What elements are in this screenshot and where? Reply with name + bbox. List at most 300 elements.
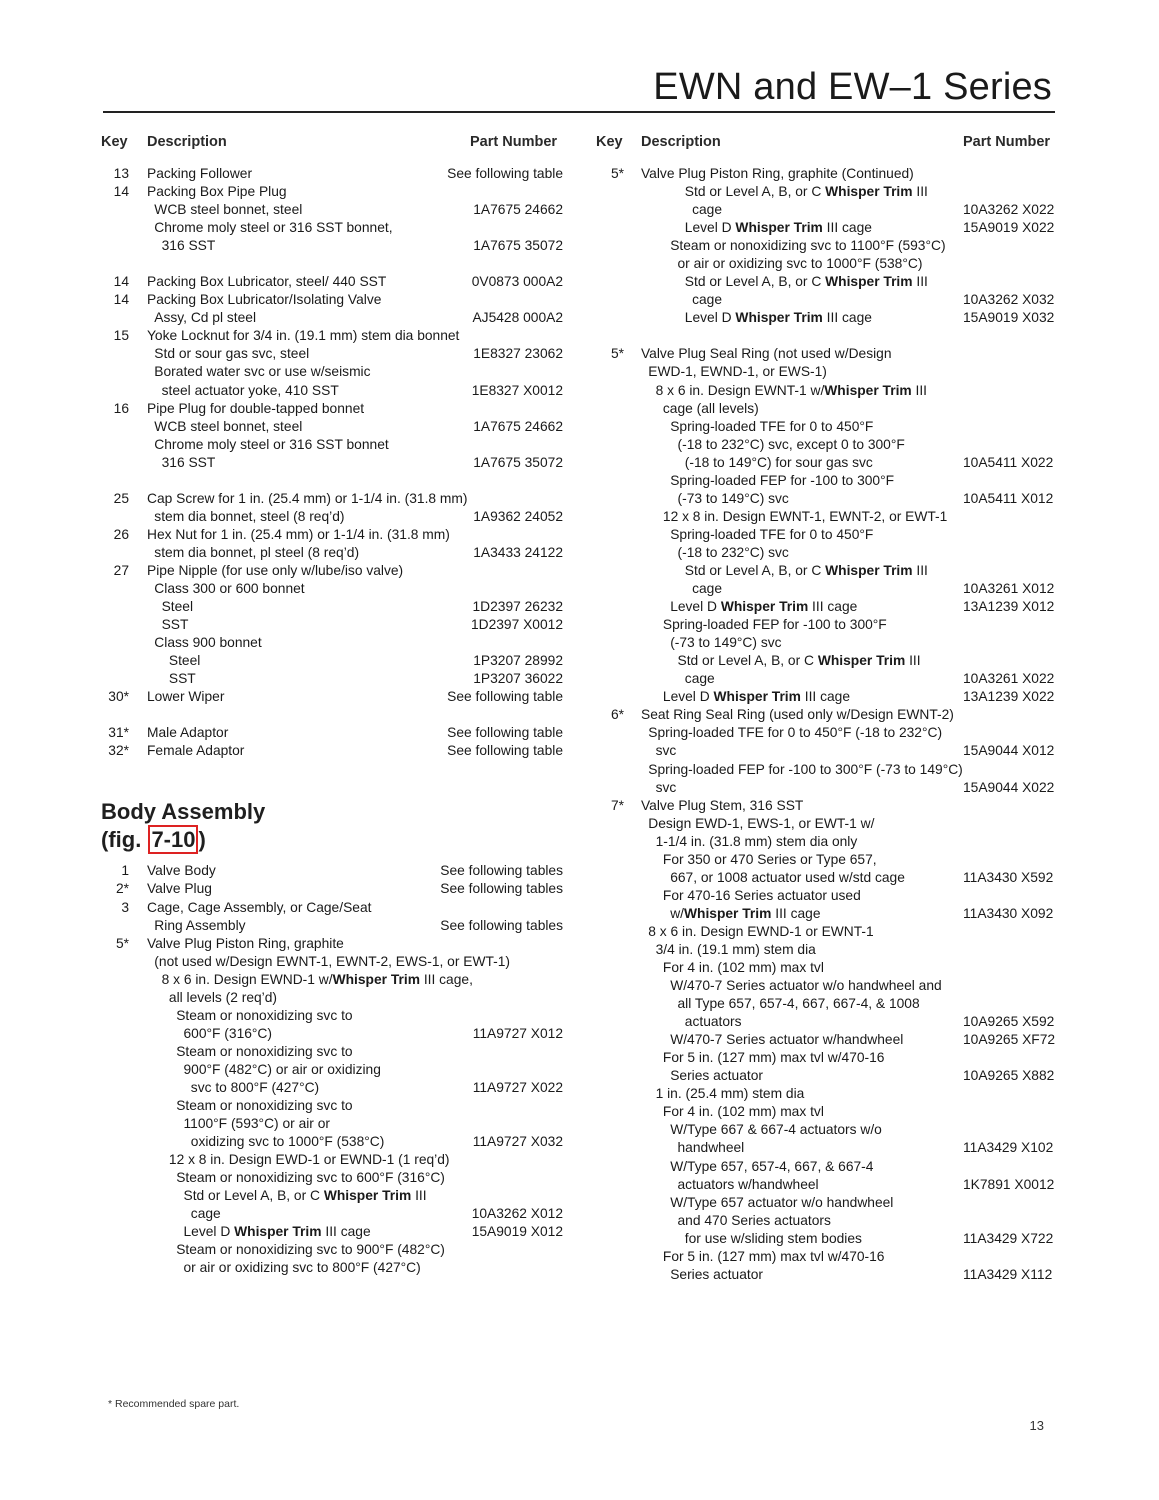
parts-list-right <box>596 165 1066 1284</box>
row-spacer <box>101 706 571 724</box>
part-row <box>596 1031 1066 1049</box>
part-description: 316 SST <box>161 238 216 254</box>
part-description: (-18 to 149°C) for sour gas svc <box>684 454 873 470</box>
part-row <box>101 273 571 291</box>
part-number: 13A1239 X022 <box>963 689 1055 705</box>
part-row <box>596 833 1066 851</box>
part-row <box>596 616 1066 634</box>
part-description: SST <box>161 617 189 633</box>
part-description: 8 x 6 in. Design EWNT-1 w/Whisper Trim III <box>655 382 928 398</box>
key-number: 3 <box>121 899 129 915</box>
part-number: 13A1239 X012 <box>963 599 1055 615</box>
part-row <box>596 995 1066 1013</box>
key-number: 13 <box>113 166 129 181</box>
part-description: all levels (2 req’d) <box>168 989 278 1005</box>
part-number: See following tables <box>440 917 563 933</box>
part-description: Steel <box>161 599 194 615</box>
key-number: 14 <box>113 292 129 308</box>
part-description: Class 300 or 600 bonnet <box>154 580 305 596</box>
part-number: 10A5411 X022 <box>963 454 1054 470</box>
part-number: 11A3429 X112 <box>963 1266 1053 1282</box>
part-row <box>596 923 1066 941</box>
part-description: Level D Whisper Trim III cage <box>662 689 851 705</box>
part-row <box>101 1097 571 1115</box>
part-row <box>596 761 1066 779</box>
part-description: Steel <box>168 653 201 669</box>
part-row <box>101 183 571 201</box>
part-description: Steam or nonoxidizing svc to 1100°F (593°C) <box>670 238 946 254</box>
part-description: Valve Plug Stem, 316 SST <box>641 797 804 813</box>
part-number: 10A9265 X592 <box>963 1014 1055 1030</box>
part-row <box>596 237 1066 255</box>
figure-reference: (fig. 7-10 ) <box>101 827 206 853</box>
key-number: 1 <box>121 863 129 879</box>
part-description: Steam or nonoxidizing svc to 900°F (482°C) <box>176 1242 445 1258</box>
part-description: EWD-1, EWND-1, or EWS-1) <box>648 364 827 380</box>
part-row <box>596 1085 1066 1103</box>
part-description: 8 x 6 in. Design EWND-1 or EWNT-1 <box>648 923 874 939</box>
part-description: Yoke Locknut for 3/4 in. (19.1 mm) stem dia bonnet <box>147 328 460 344</box>
part-number: See following table <box>447 743 563 759</box>
part-row <box>596 345 1066 363</box>
part-description: W/Type 657, 657-4, 667, & 667-4 <box>670 1158 874 1174</box>
part-description: stem dia bonnet, pl steel (8 req’d) <box>154 544 360 560</box>
part-row <box>596 273 1066 291</box>
part-description: Series actuator <box>670 1266 763 1282</box>
part-description: stem dia bonnet, steel (8 req’d) <box>154 508 345 524</box>
part-row <box>101 1115 571 1133</box>
part-description: all Type 657, 657-4, 667, 667-4, & 1008 <box>677 996 920 1012</box>
part-description: 1100°F (593°C) or air or <box>183 1116 331 1132</box>
part-row <box>596 165 1066 183</box>
part-row <box>596 1121 1066 1139</box>
part-description: cage <box>692 292 723 308</box>
part-number: 1P3207 28992 <box>473 653 563 669</box>
part-row <box>101 508 571 526</box>
part-description: Pipe Nipple (for use only w/lube/iso valve) <box>147 562 404 578</box>
part-row <box>101 953 571 971</box>
part-description: oxidizing svc to 1000°F (538°C) <box>190 1134 385 1150</box>
part-row <box>101 917 571 935</box>
part-row <box>596 309 1066 327</box>
part-description: (-73 to 149°C) svc <box>670 635 782 651</box>
left-column-header <box>101 131 571 165</box>
part-row <box>596 562 1066 580</box>
part-row <box>101 327 571 345</box>
trademark-text: Whisper Trim <box>323 1188 412 1204</box>
part-description: 600°F (316°C) <box>183 1025 272 1041</box>
parts-list-body-assembly <box>101 862 571 1277</box>
key-number: 30* <box>108 689 129 705</box>
trademark-text: Whisper Trim <box>332 971 420 987</box>
part-description: cage <box>692 202 723 218</box>
part-description: (-18 to 232°C) svc, except 0 to 300°F <box>677 436 905 452</box>
part-row <box>596 580 1066 598</box>
part-number: 1D2397 26232 <box>472 599 563 615</box>
part-number: 15A9044 X022 <box>963 779 1055 795</box>
part-row <box>101 1187 571 1205</box>
part-description: Chrome moly steel or 316 SST bonnet, <box>154 220 393 236</box>
part-description: and 470 Series actuators <box>677 1212 831 1228</box>
part-row <box>596 851 1066 869</box>
key-header: Key <box>596 134 623 150</box>
trademark-text: Whisper Trim <box>824 382 912 398</box>
part-description: W/470-7 Series actuator w/handwheel <box>670 1032 904 1048</box>
part-description: or air or oxidizing svc to 800°F (427°C) <box>183 1260 421 1276</box>
part-row <box>101 1007 571 1025</box>
title-rule <box>103 111 1055 113</box>
part-description: Level D Whisper Trim III cage <box>684 310 872 326</box>
part-row <box>101 1079 571 1097</box>
part-row <box>101 580 571 598</box>
part-number: 15A9019 X022 <box>963 220 1055 236</box>
part-row <box>596 1139 1066 1157</box>
part-description: For 4 in. (102 mm) max tvl <box>662 960 824 976</box>
part-number: 15A9019 X032 <box>963 310 1055 326</box>
trademark-text: Whisper Trim <box>735 220 823 236</box>
part-row <box>596 472 1066 490</box>
part-row <box>596 255 1066 273</box>
part-number: 1A7675 24662 <box>473 202 563 218</box>
row-spacer <box>101 255 571 273</box>
part-row <box>596 634 1066 652</box>
part-description: 316 SST <box>161 454 216 470</box>
part-description: Steam or nonoxidizing svc to <box>176 1098 353 1114</box>
part-row <box>101 616 571 634</box>
part-number: 10A3261 X012 <box>963 581 1055 597</box>
part-number: 1A7675 35072 <box>473 238 563 254</box>
part-row <box>596 742 1066 760</box>
part-row <box>596 1049 1066 1067</box>
part-row <box>101 436 571 454</box>
part-number: See following tables <box>440 863 563 879</box>
part-number: 1A3433 24122 <box>473 544 563 560</box>
part-description: Valve Plug Seal Ring (not used w/Design <box>641 346 892 362</box>
part-description: Level D Whisper Trim III cage <box>183 1224 371 1240</box>
part-description: W/Type 657 actuator w/o handwheel <box>670 1194 894 1210</box>
part-row <box>101 165 571 183</box>
footnote: * Recommended spare part. <box>108 1398 240 1410</box>
part-row <box>596 544 1066 562</box>
part-description: W/Type 667 & 667-4 actuators w/o <box>670 1122 882 1138</box>
part-number: 10A5411 X012 <box>963 490 1054 506</box>
part-row <box>596 670 1066 688</box>
part-row <box>101 935 571 953</box>
part-description: Ring Assembly <box>154 917 246 933</box>
part-description: 3/4 in. (19.1 mm) stem dia <box>655 941 816 957</box>
left-column <box>101 131 571 1277</box>
part-row <box>596 815 1066 833</box>
part-row <box>101 598 571 616</box>
part-description: 667, or 1008 actuator used w/std cage <box>670 869 905 885</box>
part-description: Valve Plug <box>147 881 212 897</box>
part-row <box>101 526 571 544</box>
part-description: 1-1/4 in. (31.8 mm) stem dia only <box>655 833 858 849</box>
part-number: See following table <box>447 689 563 705</box>
part-number: See following tables <box>440 881 563 897</box>
part-row <box>596 183 1066 201</box>
part-row <box>101 363 571 381</box>
part-row <box>596 490 1066 508</box>
part-description: Spring-loaded TFE for 0 to 450°F (-18 to 232°C) <box>648 725 943 741</box>
part-description: 12 x 8 in. Design EWD-1 or EWND-1 (1 req’d) <box>168 1152 450 1168</box>
part-description: Level D Whisper Trim III cage <box>670 599 858 615</box>
part-description: Std or Level A, B, or C Whisper Trim III <box>183 1188 427 1204</box>
part-row <box>596 1158 1066 1176</box>
body-assembly-heading <box>101 798 571 854</box>
part-row <box>596 454 1066 472</box>
part-row <box>596 291 1066 309</box>
part-number: 10A3261 X022 <box>963 671 1055 687</box>
part-row <box>101 971 571 989</box>
part-description: Borated water svc or use w/seismic <box>154 364 371 380</box>
part-row <box>596 724 1066 742</box>
part-row <box>596 436 1066 454</box>
part-description: WCB steel bonnet, steel <box>154 202 303 218</box>
part-description: Packing Box Lubricator/Isolating Valve <box>147 292 382 308</box>
part-description: Packing Box Pipe Plug <box>147 184 287 200</box>
part-number: 1D2397 X0012 <box>470 617 563 633</box>
part-number: 11A9727 X012 <box>472 1025 563 1041</box>
key-number: 32* <box>108 743 129 759</box>
part-row <box>596 887 1066 905</box>
part-description: Lower Wiper <box>147 689 225 705</box>
part-description: Valve Plug Piston Ring, graphite (Continued) <box>641 166 914 181</box>
trademark-text: Whisper Trim <box>817 653 906 669</box>
part-row <box>596 779 1066 797</box>
key-number: 27 <box>113 562 129 578</box>
part-number: 10A3262 X022 <box>963 202 1055 218</box>
part-number: 11A3430 X092 <box>963 905 1054 921</box>
part-number: 15A9019 X012 <box>471 1224 563 1240</box>
part-description: svc to 800°F (427°C) <box>190 1079 320 1095</box>
part-description: For 350 or 470 Series or Type 657, <box>662 851 877 867</box>
part-description: Hex Nut for 1 in. (25.4 mm) or 1-1/4 in. (31.8 mm) <box>147 526 450 542</box>
part-row <box>101 1259 571 1277</box>
part-row <box>101 1061 571 1079</box>
part-description: Cap Screw for 1 in. (25.4 mm) or 1-1/4 in. (31.8 mm) <box>147 490 468 506</box>
part-row <box>101 454 571 472</box>
part-description: Female Adaptor <box>147 743 245 759</box>
part-description: svc <box>655 743 677 759</box>
part-row <box>101 688 571 706</box>
part-row <box>596 1212 1066 1230</box>
part-row <box>101 1025 571 1043</box>
part-row <box>596 1266 1066 1284</box>
part-description: svc <box>655 779 677 795</box>
part-description: Pipe Plug for double-tapped bonnet <box>147 400 365 416</box>
part-row <box>101 899 571 917</box>
key-number: 5* <box>115 935 129 951</box>
part-description: cage <box>692 581 723 597</box>
part-number: 11A9727 X032 <box>472 1134 563 1150</box>
section-title: Body Assembly <box>101 799 266 825</box>
part-description: Steam or nonoxidizing svc to 600°F (316°C) <box>176 1170 445 1186</box>
part-row <box>596 706 1066 724</box>
part-description: actuators w/handwheel <box>677 1176 819 1192</box>
part-description: Valve Plug Piston Ring, graphite <box>147 935 344 951</box>
part-number: 10A3262 X012 <box>471 1206 563 1222</box>
part-row <box>101 219 571 237</box>
part-number: 11A3430 X592 <box>963 869 1054 885</box>
trademark-text: Whisper Trim <box>713 689 801 705</box>
part-row <box>101 1151 571 1169</box>
part-row <box>101 418 571 436</box>
part-description: WCB steel bonnet, steel <box>154 418 303 434</box>
trademark-text: Whisper Trim <box>735 310 823 326</box>
key-number: 14 <box>113 274 129 290</box>
trademark-text: Whisper Trim <box>720 599 809 615</box>
part-description: w/Whisper Trim III cage <box>670 905 821 921</box>
part-row <box>101 345 571 363</box>
part-row <box>101 201 571 219</box>
part-description: Spring-loaded TFE for 0 to 450°F <box>670 418 874 434</box>
part-description: Steam or nonoxidizing svc to <box>176 1007 353 1023</box>
part-row <box>596 1103 1066 1121</box>
part-row <box>596 598 1066 616</box>
part-number: See following table <box>447 166 563 181</box>
part-row <box>101 1169 571 1187</box>
part-number: 1P3207 36022 <box>473 671 563 687</box>
key-number: 2* <box>115 881 129 897</box>
part-number: 1K7891 X0012 <box>963 1176 1055 1192</box>
part-description: Std or Level A, B, or C Whisper Trim III <box>684 274 928 290</box>
part-row <box>101 309 571 327</box>
part-row <box>101 880 571 898</box>
part-row <box>596 363 1066 381</box>
part-number: 10A9265 X882 <box>963 1068 1055 1084</box>
part-description: Class 900 bonnet <box>154 635 262 651</box>
key-number: 25 <box>113 490 129 506</box>
part-description: For 470-16 Series actuator used <box>662 887 861 903</box>
part-row <box>596 1176 1066 1194</box>
part-description: for use w/sliding stem bodies <box>684 1230 862 1246</box>
part-row <box>101 490 571 508</box>
part-row <box>101 862 571 880</box>
part-row <box>101 1223 571 1241</box>
part-row <box>101 382 571 400</box>
part-description: Level D Whisper Trim III cage <box>684 220 872 236</box>
part-row <box>596 1067 1066 1085</box>
part-description: (-73 to 149°C) svc <box>677 490 789 506</box>
part-description: Assy, Cd pl steel <box>154 310 257 326</box>
part-number: 10A3262 X032 <box>963 292 1055 308</box>
part-row <box>596 1230 1066 1248</box>
part-number: 10A9265 XF72 <box>963 1032 1056 1048</box>
part-description: Packing Follower <box>147 166 253 181</box>
part-description: cage <box>190 1206 221 1222</box>
part-description: 1 in. (25.4 mm) stem dia <box>655 1086 805 1102</box>
part-description: Seat Ring Seal Ring (used only w/Design EWNT-2) <box>641 707 954 723</box>
part-description: SST <box>168 671 196 687</box>
part-number-header: Part Number <box>470 134 558 150</box>
part-description: Valve Body <box>147 863 216 879</box>
key-number: 7* <box>610 797 624 813</box>
part-number: 1A7675 24662 <box>473 418 563 434</box>
part-row <box>596 418 1066 436</box>
key-number: 14 <box>113 184 129 200</box>
part-description: (-18 to 232°C) svc <box>677 544 789 560</box>
part-row <box>596 959 1066 977</box>
trademark-text: Whisper Trim <box>825 562 913 578</box>
part-number: 11A9727 X022 <box>472 1079 563 1095</box>
part-description: For 4 in. (102 mm) max tvl <box>662 1104 824 1120</box>
part-row <box>596 526 1066 544</box>
part-row <box>596 977 1066 995</box>
part-description: Cage, Cage Assembly, or Cage/Seat <box>147 899 372 915</box>
part-row <box>596 219 1066 237</box>
part-description: Spring-loaded FEP for -100 to 300°F <box>670 472 895 488</box>
key-number: 6* <box>610 707 624 723</box>
part-row <box>101 544 571 562</box>
part-row <box>596 905 1066 923</box>
part-number: 15A9044 X012 <box>963 743 1055 759</box>
part-row <box>596 652 1066 670</box>
part-row <box>596 1194 1066 1212</box>
part-row <box>596 201 1066 219</box>
part-row <box>101 724 571 742</box>
part-row <box>101 670 571 688</box>
part-row <box>101 291 571 309</box>
part-number: 11A3429 X722 <box>963 1230 1054 1246</box>
row-spacer <box>101 472 571 490</box>
part-row <box>101 1205 571 1223</box>
trademark-text: Whisper Trim <box>684 905 772 921</box>
part-row <box>596 508 1066 526</box>
part-row <box>596 797 1066 815</box>
part-number: AJ5428 000A2 <box>472 310 563 326</box>
key-number: 26 <box>113 526 129 542</box>
part-row <box>101 1241 571 1259</box>
part-description: Std or sour gas svc, steel <box>154 346 310 362</box>
part-description: (not used w/Design EWNT-1, EWNT-2, EWS-1, or EWT-1) <box>154 953 511 969</box>
part-description: Packing Box Lubricator, steel/ 440 SST <box>147 274 387 290</box>
part-row <box>101 652 571 670</box>
part-row <box>101 237 571 255</box>
part-description: or air or oxidizing svc to 1000°F (538°C) <box>677 256 923 272</box>
part-description: Spring-loaded FEP for -100 to 300°F (-73 to 149°C) <box>648 761 963 777</box>
part-description: 900°F (482°C) or air or oxidizing <box>183 1061 381 1077</box>
part-row <box>596 382 1066 400</box>
part-description: handwheel <box>677 1140 745 1156</box>
part-number: 11A3429 X102 <box>963 1140 1054 1156</box>
part-description: cage <box>684 671 715 687</box>
part-row <box>101 634 571 652</box>
part-description: Chrome moly steel or 316 SST bonnet <box>154 436 389 452</box>
part-description: Design EWD-1, EWS-1, or EWT-1 w/ <box>648 815 875 831</box>
page-number: 13 <box>1029 1418 1044 1433</box>
part-description: Std or Level A, B, or C Whisper Trim III <box>684 184 928 200</box>
part-description: 12 x 8 in. Design EWNT-1, EWNT-2, or EWT-1 <box>662 508 948 524</box>
part-number: 0V0873 000A2 <box>471 274 563 290</box>
part-number-header: Part Number <box>963 134 1051 150</box>
part-description: Male Adaptor <box>147 725 229 741</box>
row-spacer <box>596 327 1066 345</box>
description-header: Description <box>641 134 721 150</box>
part-description: Spring-loaded TFE for 0 to 450°F <box>670 526 874 542</box>
part-number: 1A7675 35072 <box>473 454 563 470</box>
part-number: 1A9362 24052 <box>473 508 563 524</box>
part-row <box>101 562 571 580</box>
trademark-text: Whisper Trim <box>825 184 913 200</box>
part-description: Series actuator <box>670 1068 763 1084</box>
key-number: 15 <box>113 328 129 344</box>
right-column <box>596 131 1066 1284</box>
figure-link[interactable]: 7-10 <box>148 825 198 854</box>
part-row <box>596 688 1066 706</box>
part-number: See following table <box>447 725 563 741</box>
part-row <box>101 742 571 760</box>
